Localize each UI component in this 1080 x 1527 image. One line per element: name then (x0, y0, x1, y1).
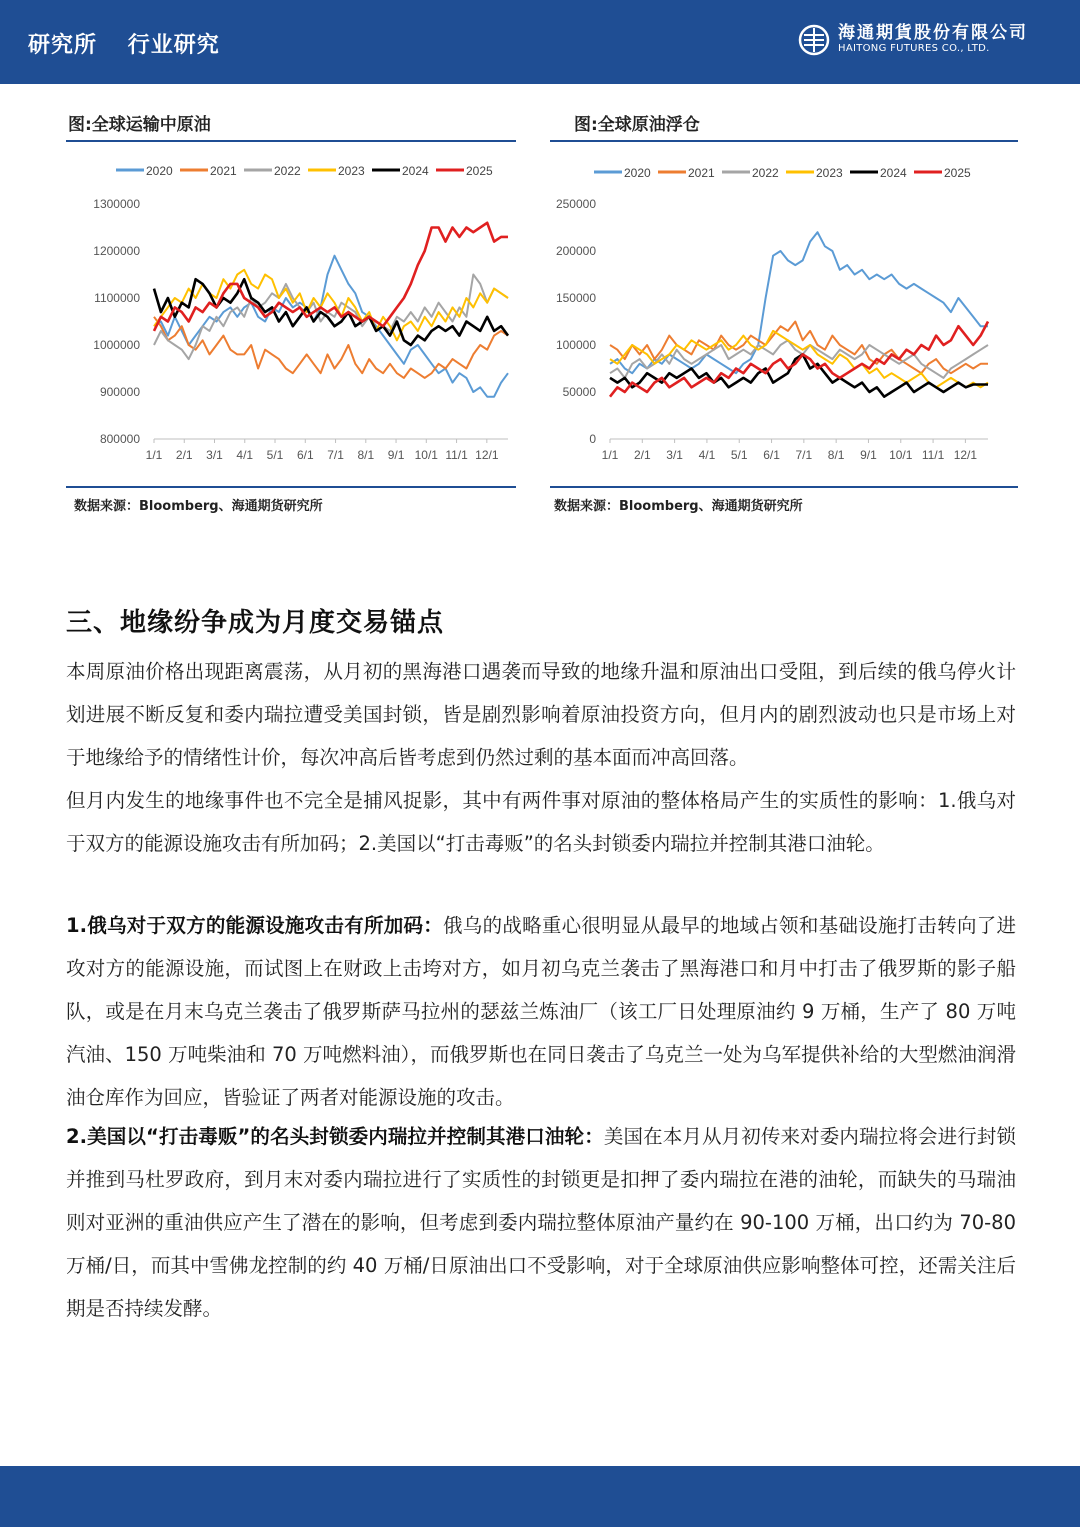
paragraph-4-heading: 2.美国以“打击毒贩”的名头封锁委内瑞拉并控制其港口油轮： (66, 1125, 604, 1148)
right-figure-source: 数据来源：Bloomberg、海通期货研究所 (554, 499, 803, 514)
x-tick-label: 10/1 (889, 448, 913, 462)
paragraph-3-body: 俄乌的战略重心很明显从最早的地域占领和基础设施打击转向了进攻对方的能源设施，而试图上在财政上击垮对方，如月初乌克兰袭击了黑海港口和月中打击了俄罗斯的影子船队，或是在月末乌克兰袭击了俄罗斯萨马拉州的瑟兹兰炼油厂（该工厂日处理原油约 9 万桶，生产了 80 万吨汽油、150 万吨柴油和 70 万吨燃料油），而俄罗斯也在同日袭击了乌克兰一处为乌军提供补给的大型燃油润滑油仓库作为回应，皆验证了两者对能源设施的攻击。 (66, 914, 1016, 1109)
header-breadcrumb (28, 28, 242, 59)
paragraph-2: 但月内发生的地缘事件也不完全是捕风捉影，其中有两件事对原油的整体格局产生的实质性的影响：1.俄乌对于双方的能源设施攻击有所加码；2.美国以“打击毒贩”的名头封锁委内瑞拉并控制其港口油轮。 (66, 789, 1016, 855)
haitong-logo-icon (798, 24, 830, 56)
x-tick-label: 7/1 (795, 448, 813, 462)
x-tick-label: 2/1 (175, 448, 193, 462)
left-figure-source: 数据来源：Bloomberg、海通期货研究所 (74, 499, 323, 514)
x-tick-label: 8/1 (827, 448, 845, 462)
series-line-2020 (154, 256, 508, 397)
y-tick-label: 50000 (562, 385, 596, 399)
paragraph-3 (66, 904, 1016, 1119)
legend-label-2024: 2024 (402, 164, 429, 178)
section-title: 三、地缘纷争成为月度交易锚点 (66, 608, 445, 638)
legend-label-2021: 2021 (210, 164, 237, 178)
y-tick-label: 1100000 (94, 291, 140, 305)
header-category: 行业研究 (127, 33, 220, 58)
x-tick-label: 3/1 (206, 448, 223, 462)
y-tick-label: 250000 (555, 197, 596, 211)
company-name-cn: 海通期貨股份有限公司 (838, 23, 1028, 43)
legend-label-2020: 2020 (624, 166, 651, 180)
x-tick-label: 12/1 (475, 448, 499, 462)
legend-label-2020: 2020 (146, 164, 173, 178)
x-tick-label: 1/1 (601, 448, 619, 462)
paragraph-4 (66, 1115, 1016, 1330)
x-tick-label: 11/1 (921, 448, 945, 462)
company-logo (798, 24, 1028, 56)
legend-label-2023: 2023 (338, 164, 365, 178)
x-tick-label: 4/1 (698, 448, 716, 462)
series-line-2021 (154, 317, 508, 378)
header-section: 研究所 (28, 33, 98, 58)
paragraph-3-heading: 1.俄乌对于双方的能源设施攻击有所加码： (66, 914, 444, 937)
left-figure-bottom-rule (66, 486, 516, 488)
x-tick-label: 5/1 (730, 448, 748, 462)
x-tick-label: 9/1 (387, 448, 405, 462)
legend-label-2022: 2022 (274, 164, 301, 178)
x-tick-label: 9/1 (860, 448, 877, 462)
x-tick-label: 7/1 (327, 448, 344, 462)
series-line-2022 (154, 275, 508, 360)
company-name-en: HAITONG FUTURES CO., LTD. (838, 43, 990, 54)
x-tick-label: 10/1 (414, 448, 438, 462)
y-tick-label: 1000000 (93, 338, 140, 352)
y-tick-label: 150000 (555, 291, 596, 305)
paragraph-4-body: 美国在本月从月初传来对委内瑞拉将会进行封锁并推到马杜罗政府，到月末对委内瑞拉进行了实质性的封锁更是扣押了委内瑞拉在港的油轮，而缺失的马瑞油则对亚洲的重油供应产生了潜在的影响，但考虑到委内瑞拉整体原油产量约在 90-100 万桶，出口约为 70-80 万桶/日，而其中雪佛龙控制的约 40 万桶/日原油出口不受影响，对于全球原油供应影响整体可控，还需关注后期是否持续发酵。 (66, 1125, 1016, 1320)
y-tick-label: 200000 (555, 244, 596, 258)
x-tick-label: 6/1 (763, 448, 780, 462)
y-tick-label: 1200000 (93, 244, 140, 258)
left-figure-top-rule (66, 140, 516, 142)
x-tick-label: 3/1 (666, 448, 683, 462)
legend-label-2024: 2024 (880, 166, 907, 180)
right-figure-bottom-rule (550, 486, 1018, 488)
y-tick-label: 900000 (99, 385, 140, 399)
x-tick-label: 12/1 (953, 448, 978, 462)
right-chart (550, 152, 1018, 472)
y-tick-label: 0 (589, 432, 596, 446)
legend-label-2025: 2025 (944, 166, 971, 180)
x-tick-label: 4/1 (236, 448, 254, 462)
y-tick-label: 800000 (99, 432, 140, 446)
legend-label-2021: 2021 (688, 166, 715, 180)
y-tick-label: 100000 (555, 338, 596, 352)
x-tick-label: 2/1 (633, 448, 651, 462)
right-figure-title: 图:全球原油浮仓 (574, 115, 700, 135)
paragraph-1: 本周原油价格出现距离震荡，从月初的黑海港口遇袭而导致的地缘升温和原油出口受阻，到后续的俄乌停火计划进展不断反复和委内瑞拉遭受美国封锁，皆是剧烈影响着原油投资方向，但月内的剧烈波动也只是市场上对于地缘给予的情绪性计价，每次冲高后皆考虑到仍然过剩的基本面而冲高回落。 (66, 660, 1016, 769)
legend-label-2023: 2023 (816, 166, 843, 180)
y-tick-label: 1300000 (93, 197, 140, 211)
x-tick-label: 8/1 (357, 448, 375, 462)
legend-label-2025: 2025 (466, 164, 493, 178)
legend-label-2022: 2022 (752, 166, 779, 180)
x-tick-label: 5/1 (266, 448, 284, 462)
x-tick-label: 6/1 (296, 448, 314, 462)
x-tick-label: 11/1 (445, 448, 468, 462)
page-footer (0, 1466, 1080, 1527)
left-figure-title: 图:全球运输中原油 (68, 115, 211, 135)
page-header (0, 0, 1080, 84)
left-chart (66, 152, 516, 472)
right-figure-top-rule (550, 140, 1018, 142)
x-tick-label: 1/1 (145, 448, 163, 462)
